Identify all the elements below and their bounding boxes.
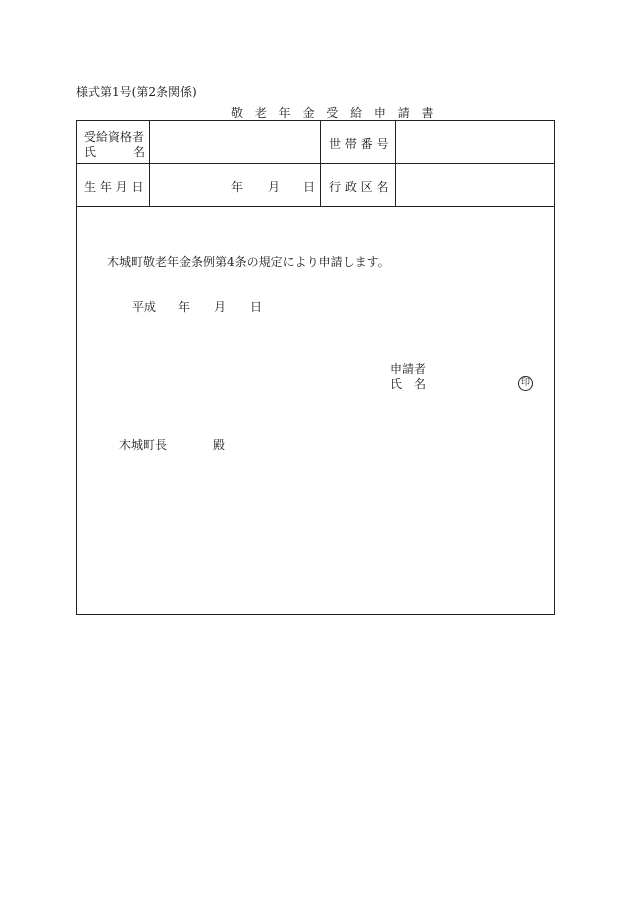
name-label-left: 氏 xyxy=(84,145,97,159)
application-form xyxy=(76,120,555,615)
household-number-field[interactable] xyxy=(405,129,545,155)
date-day: 日 xyxy=(250,300,263,314)
household-number-label: 世 帯 番 号 xyxy=(329,137,389,151)
col-divider-3 xyxy=(395,121,396,207)
district-name-field[interactable] xyxy=(405,172,545,198)
col-divider-1 xyxy=(149,121,150,207)
birth-date-label: 生 年 月 日 xyxy=(84,180,144,194)
qualified-person-label: 受給資格者 xyxy=(84,130,145,144)
name-field[interactable] xyxy=(159,131,309,153)
form-number: 様式第1号(第2条関係) xyxy=(76,85,197,99)
col-divider-2 xyxy=(320,121,321,207)
date-year: 年 xyxy=(178,300,191,314)
applicant-name-label-left: 氏 xyxy=(390,377,403,391)
seal-mark: 印 xyxy=(518,376,533,391)
birth-year-label: 年 xyxy=(231,180,244,194)
birth-day-label: 日 xyxy=(303,180,316,194)
applicant-name-label-right: 名 xyxy=(414,377,427,391)
district-name-label: 行 政 区 名 xyxy=(329,180,389,194)
application-statement: 木城町敬老年金条例第4条の規定により申請します。 xyxy=(107,255,390,269)
document-title: 敬 老 年 金 受 給 申 請 書 xyxy=(231,106,438,120)
honorific: 殿 xyxy=(213,438,226,452)
addressee: 木城町長 xyxy=(119,438,168,452)
date-month: 月 xyxy=(214,300,227,314)
birth-month-label: 月 xyxy=(268,180,281,194)
applicant-label: 申請者 xyxy=(390,362,427,376)
name-label-right: 名 xyxy=(133,145,146,159)
date-era: 平成 xyxy=(132,300,157,314)
